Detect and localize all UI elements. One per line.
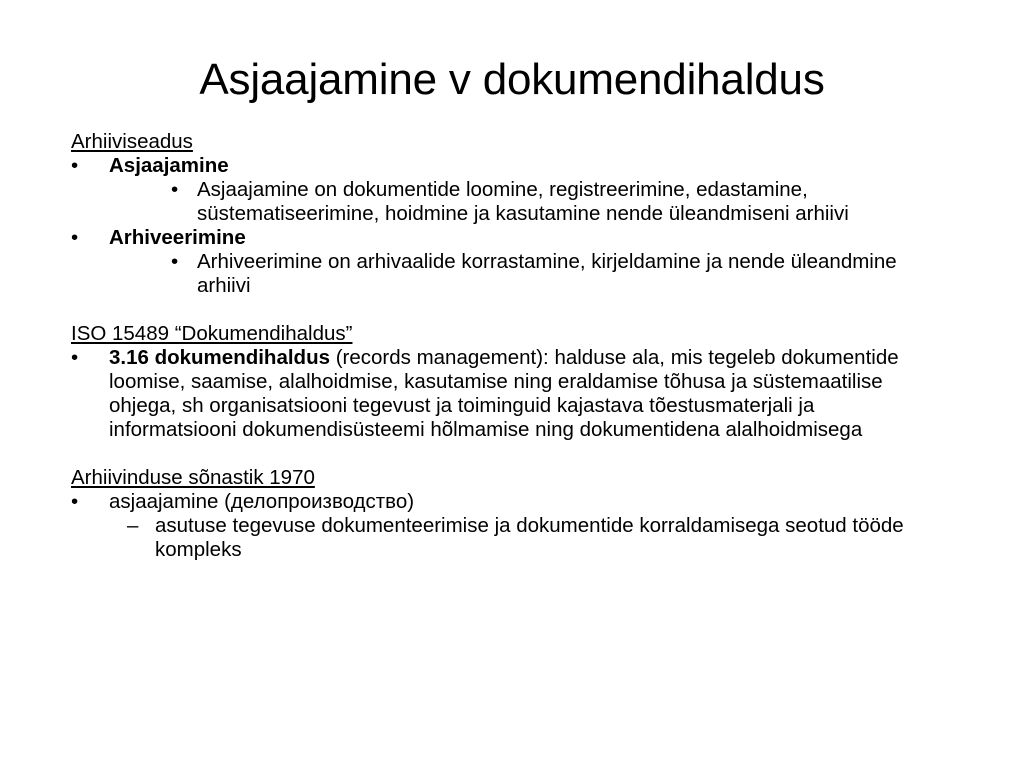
bullet-item-asjaajamine — [71, 154, 951, 178]
definition-dokumendihaldus: (records management): halduse ala, mis tegeleb dokumentide loomise, saamise, alalhoidmise, kasutamise ning eraldamise tõhusa ja süstemaatilise ohjega, sh organisatsiooni tegevust ja toiminguid kajastava tõestusmaterjali ja informatsiooni dokumendisüsteemi hõlmamise ning dokumentidena alalhoidmisega — [109, 346, 899, 441]
definition-arhiveerimine: Arhiveerimine on arhivaalide korrastamine, kirjeldamine ja nende üleandmine arhiivi — [197, 250, 897, 297]
section-heading-iso-15489: ISO 15489 “Dokumendihaldus” — [71, 322, 353, 345]
definition-asjaajamine-ru: asutuse tegevuse dokumenteerimise ja dokumentide korraldamisega seotud tööde kompleks — [155, 514, 904, 561]
term-arhiveerimine: Arhiveerimine — [109, 226, 246, 249]
bullet-marker: • — [71, 226, 79, 249]
bullet-marker: • — [71, 490, 79, 513]
sub-item-arhiveerimine-definition — [71, 250, 947, 298]
spacer — [71, 442, 951, 466]
sub-bullet-marker: • — [171, 178, 179, 201]
definition-asjaajamine: Asjaajamine on dokumentide loomine, registreerimine, edastamine, süstematiseerimine, hoidmine ja kasutamine nende üleandmiseni arhiivi — [197, 178, 849, 225]
sub-item-asjaajamine-ru-definition — [71, 514, 955, 562]
term-asjaajamine: Asjaajamine — [109, 154, 229, 177]
bullet-item-dokumendihaldus — [71, 346, 927, 442]
bullet-marker: • — [71, 154, 79, 177]
term-asjaajamine-ru: asjaajamine (делопроизводство) — [109, 490, 415, 513]
sub-item-asjaajamine-definition — [71, 178, 937, 226]
spacer — [71, 298, 951, 322]
section-heading-arhiivinduse-sonastik: Arhiivinduse sõnastik 1970 — [71, 466, 315, 489]
term-dokumendihaldus: 3.16 dokumendihaldus — [109, 346, 330, 369]
section-heading-arhiiviseadus: Arhiiviseadus — [71, 130, 193, 153]
sub-bullet-marker: • — [171, 250, 179, 273]
slide-content — [71, 130, 951, 562]
slide-title: Asjaajamine v dokumendihaldus — [199, 55, 825, 104]
dash-marker: – — [127, 514, 139, 537]
bullet-item-asjaajamine-ru — [71, 490, 951, 514]
bullet-marker: • — [71, 346, 79, 369]
bullet-item-arhiveerimine — [71, 226, 951, 250]
